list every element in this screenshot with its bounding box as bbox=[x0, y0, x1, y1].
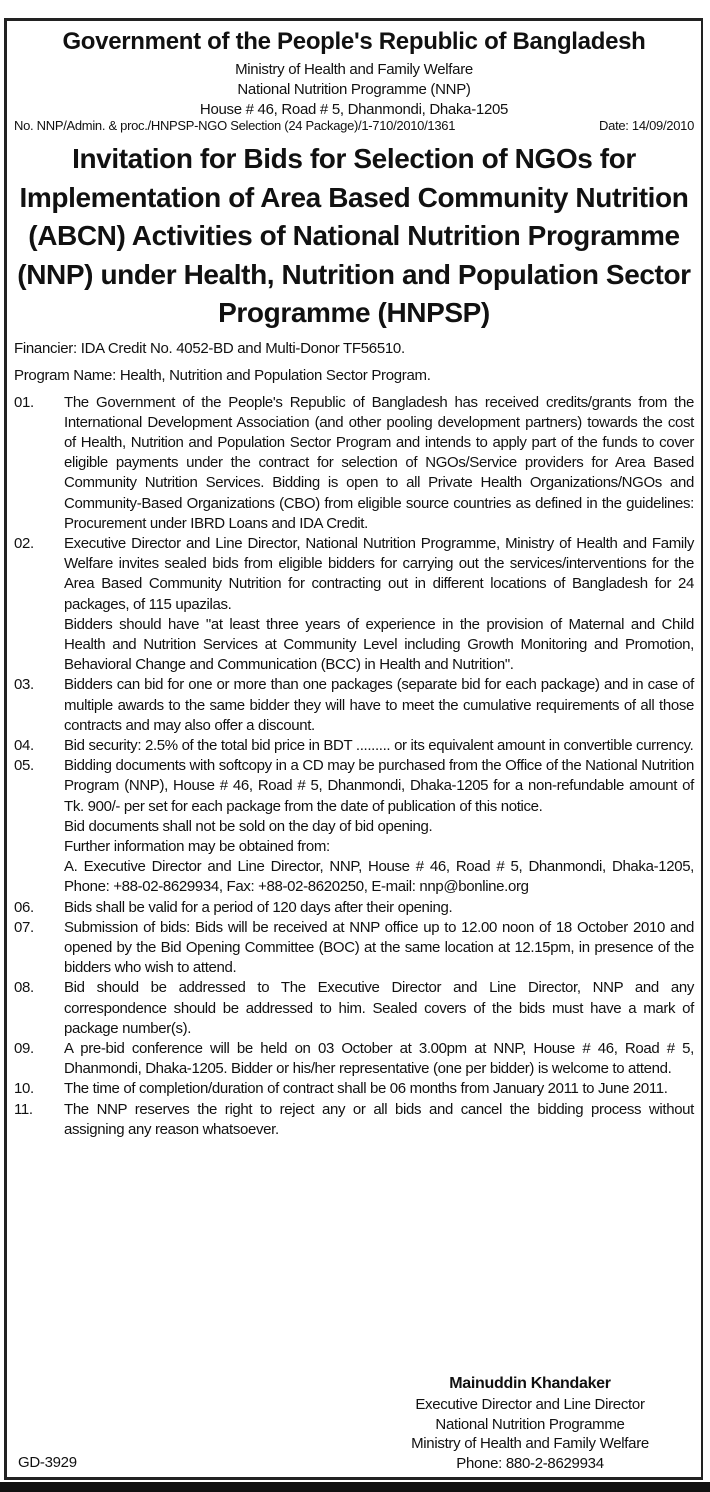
clause-paragraph: A. Executive Director and Line Director, NNP, House # 46, Road # 5, Dhanmondi, Dhaka-1205, Phone: +88-02-8629934, Fax: +88-02-8620250, E-mail: nnp@bonline.org bbox=[64, 858, 694, 896]
clause-paragraph: Bidding documents with softcopy in a CD may be purchased from the Office of the National Nutrition Program (NNP), House # 46, Road # 5, Dhanmondi, Dhaka-1205 for a non-refundable amount of Tk. 900/- per set for each package from the date of publication of this notice. bbox=[64, 757, 694, 815]
clause-number: 03. bbox=[14, 676, 34, 694]
clause-number: 02. bbox=[14, 534, 34, 552]
notice-date: Date: 14/09/2010 bbox=[599, 118, 694, 133]
signatory-title: Executive Director and Line Director bbox=[415, 1396, 645, 1413]
clause-text bbox=[64, 736, 694, 756]
notice-title: Invitation for Bids for Selection of NGOs for Implementation of Area Based Community Nutrition (ABCN) Activities of National Nutrition Programme (NNP) under Health, Nutrition and Population Sector Programme (HNPSP) bbox=[17, 143, 691, 328]
clause-paragraph: Bid documents shall not be sold on the day of bid opening. bbox=[64, 817, 433, 835]
clause-item bbox=[14, 1079, 694, 1099]
reference-line bbox=[14, 118, 694, 134]
clause-number: 04. bbox=[14, 736, 34, 754]
clause-paragraph: Bidders can bid for one or more than one packages (separate bid for each package) and in case of multiple awards to the same bidder they will have to meet the cumulative requirements of all those contracts and may also offer a discount. bbox=[64, 676, 694, 734]
clause-item bbox=[14, 978, 694, 1039]
clause-item bbox=[14, 393, 694, 534]
clause-item bbox=[14, 898, 694, 918]
clause-number: 05. bbox=[14, 757, 34, 775]
clause-paragraph: The Government of the People's Republic of Bangladesh has received credits/grants from the International Development Association (and other pooling development partners) towards the cost of Health, Nutrition and Population Sector Program and intends to apply part of the funds to cover eligible payments under the contract for selection of NGOs/Service providers for Area Based Community Nutrition Services. Bidding is open to all Private Health Organizations/NGOs and Community-Based Organizations (CBO) from eligible source countries as defined in the guidelines: Procurement under IBRD Loans and IDA Credit. bbox=[64, 393, 694, 532]
clause-item bbox=[14, 918, 694, 979]
bottom-bar bbox=[0, 1482, 710, 1492]
clause-paragraph: Bid security: 2.5% of the total bid price in BDT ......... or its equivalent amount in convertible currency. bbox=[64, 736, 694, 754]
programme: National Nutrition Programme (NNP) bbox=[237, 81, 471, 98]
clause-text bbox=[64, 534, 694, 675]
clause-text bbox=[64, 898, 694, 918]
clause-number: 06. bbox=[14, 898, 34, 916]
clause-text bbox=[64, 918, 694, 979]
signatory-programme: National Nutrition Programme bbox=[435, 1415, 625, 1433]
clause-paragraph: A pre-bid conference will be held on 03 October at 3.00pm at NNP, House # 46, Road # 5, Dhanmondi, Dhaka-1205. Bidder or his/her representative (one per bidder) is welcome to attend. bbox=[64, 1040, 694, 1078]
clause-text bbox=[64, 1039, 694, 1079]
clause-text bbox=[64, 1079, 694, 1099]
clause-item bbox=[14, 1039, 694, 1079]
clause-paragraph: Executive Director and Line Director, National Nutrition Programme, Ministry of Health and Family Welfare invites sealed bids from eligible bidders for carrying out the services/interventions for the Area Based Community Nutrition for contracting out in different locations of Bangladesh for 24 packages, of 115 upazilas. bbox=[64, 534, 694, 613]
clause-text bbox=[64, 1100, 694, 1140]
clause-number: 01. bbox=[14, 393, 34, 411]
clause-text bbox=[64, 756, 694, 897]
financier: Financier: IDA Credit No. 4052-BD and Multi-Donor TF56510. bbox=[14, 339, 405, 357]
clause-paragraph: Bidders should have "at least three years of experience in the provision of Maternal and Child Health and Nutrition Services at Community Level including Growth Monitoring and Promotion, Behavioral Change and Communication (BCC) in Health and Nutrition". bbox=[64, 615, 694, 674]
gd-number: GD-3929 bbox=[18, 1454, 77, 1471]
clause-list bbox=[14, 393, 694, 1141]
clause-number: 11. bbox=[14, 1100, 33, 1118]
clause-number: 09. bbox=[14, 1040, 34, 1057]
reference-number: No. NNP/Admin. & proc./HNPSP-NGO Selection (24 Package)/1-710/2010/1361 bbox=[14, 118, 456, 133]
clause-text bbox=[64, 393, 694, 534]
clause-item bbox=[14, 756, 694, 897]
clause-item bbox=[14, 1100, 694, 1140]
clause-paragraph: Bid should be addressed to The Executive Director and Line Director, NNP and any correspondence should be addressed to him. Sealed covers of the bids must have a mark of package number(s). bbox=[64, 979, 694, 1037]
clause-number: 08. bbox=[14, 979, 34, 997]
signatory-phone: Phone: 880-2-8629934 bbox=[456, 1454, 604, 1472]
clause-item bbox=[14, 534, 694, 675]
signatory-name: Mainuddin Khandaker bbox=[449, 1375, 611, 1392]
clause-paragraph: Bids shall be valid for a period of 120 days after their opening. bbox=[64, 898, 453, 916]
clause-item bbox=[14, 736, 694, 756]
signatory-ministry: Ministry of Health and Family Welfare bbox=[411, 1435, 649, 1452]
clause-paragraph: The NNP reserves the right to reject any or all bids and cancel the bidding process without assigning any reason whatsoever. bbox=[64, 1100, 694, 1138]
government-title: Government of the People's Republic of Bangladesh bbox=[62, 28, 646, 55]
clause-text bbox=[64, 675, 694, 736]
clause-paragraph: The time of completion/duration of contract shall be 06 months from January 2011 to June 2011. bbox=[64, 1080, 668, 1098]
clause-number: 07. bbox=[14, 918, 34, 936]
clause-text bbox=[64, 978, 694, 1039]
clause-item bbox=[14, 675, 694, 736]
signature-block bbox=[380, 1373, 680, 1473]
clause-paragraph: Further information may be obtained from: bbox=[64, 837, 330, 855]
address: House # 46, Road # 5, Dhanmondi, Dhaka-1205 bbox=[199, 101, 509, 118]
clause-number: 10. bbox=[14, 1080, 34, 1098]
ministry: Ministry of Health and Family Welfare bbox=[235, 61, 473, 78]
clause-paragraph: Submission of bids: Bids will be received at NNP office up to 12.00 noon of 18 October 2010 and opened by the Bid Opening Committee (BOC) at the same location at 12.15pm, in presence of the bidders who wish to attend. bbox=[64, 918, 694, 977]
program-name: Program Name: Health, Nutrition and Population Sector Program. bbox=[14, 366, 431, 384]
notice-body bbox=[14, 24, 694, 1140]
